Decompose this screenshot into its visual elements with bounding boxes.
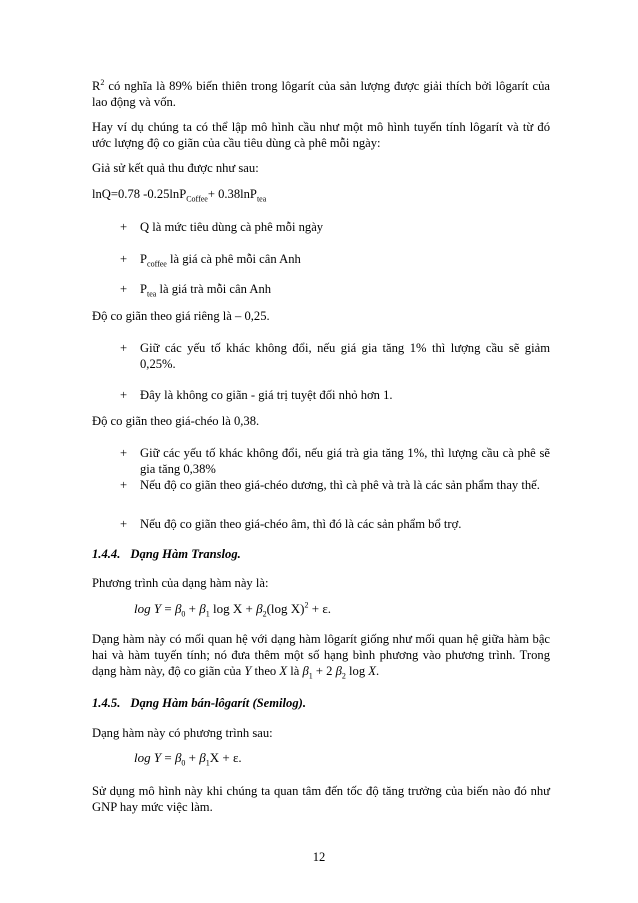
bullet-marker: + (120, 282, 128, 296)
paragraph-semilog-intro: Dạng hàm này có phương trình sau: (92, 726, 273, 740)
eq-equals: = (161, 750, 175, 765)
beta-symbol: β (302, 664, 309, 678)
section-number: 1.4.4. (92, 547, 121, 561)
beta-symbol: β (199, 750, 206, 765)
bullet-marker: + (120, 446, 128, 460)
paragraph-translog-intro: Phương trình của dạng hàm này là: (92, 576, 269, 590)
bullet-cross-3: Nếu độ co giãn theo giá-chéo âm, thì đó là các sản phẩm bổ trợ. (140, 517, 462, 531)
eq-lhs: log Y (134, 750, 162, 765)
r-superscript: 2 (100, 77, 105, 87)
p-symbol: P (140, 252, 148, 266)
bullet-marker: + (120, 517, 128, 531)
bullet-text: là giá cà phê mỗi cân Anh (166, 252, 301, 266)
beta-symbol: β (174, 601, 182, 616)
bullet-q: Q là mức tiêu dùng cà phê mỗi ngày (140, 220, 324, 234)
bullet-text: là giá trà mỗi cân Anh (156, 282, 272, 296)
r-squared-text: có nghĩa là 89% biến thiên trong lôgarít của sản lượng được giải thích bởi lôgarít của lao động và vốn. (92, 79, 550, 109)
paragraph-semilog-use: Sử dụng mô hình này khi chúng ta quan tâm đến tốc độ tăng trưởng của biến nào đó như GNP hay mức việc làm. (92, 784, 550, 814)
paragraph-r-squared (92, 78, 550, 110)
bullet-ptea (140, 281, 550, 297)
bullet-marker: + (120, 220, 128, 234)
bullet-marker: + (120, 478, 128, 492)
beta-subscript: 1 (205, 609, 210, 619)
eq-plus: + (185, 601, 200, 616)
text-run: Dạng hàm này có mối quan hệ với dạng hàm lôgarít giống như mối quan hệ giữa hàm bậc hai và hàm tuyến tính; nó đưa thêm một số hạng bình phương vào phương trình. Trong dạng hàm này, độ co giãn của (92, 632, 550, 678)
beta-subscript: 0 (181, 758, 186, 768)
eq-plus: + (185, 750, 200, 765)
paragraph-translog-desc (92, 631, 550, 679)
text-run: log (345, 664, 369, 678)
paragraph-own-elasticity: Độ co giãn theo giá riêng là – 0,25. (92, 309, 270, 323)
bullet-own-1: Giữ các yếu tố khác không đổi, nếu giá gia tăng 1% thì lượng cầu sẽ giảm 0,25%. (140, 341, 550, 371)
paragraph-assume: Giả sử kết quả thu được như sau: (92, 161, 259, 175)
paragraph-cross-elasticity: Độ co giãn theo giá-chéo là 0,38. (92, 414, 260, 428)
beta-symbol: β (256, 601, 263, 616)
page-number: 12 (312, 850, 326, 864)
bullet-pcoffee (140, 251, 550, 267)
section-title: Dạng Hàm Translog. (130, 547, 241, 561)
eq-power: 2 (304, 600, 309, 610)
beta-subscript: 0 (181, 609, 186, 619)
beta-symbol: β (335, 664, 342, 678)
model-equation (92, 186, 550, 202)
beta-symbol: β (199, 601, 206, 616)
bullet-own-2: Đây là không co giãn - giá trị tuyệt đối nhỏ hơn 1. (140, 388, 393, 402)
p-symbol: P (140, 282, 148, 296)
text-run: . (375, 664, 380, 678)
eq-term: log X + (209, 601, 257, 616)
beta-subscript: 2 (262, 609, 267, 619)
beta-subscript: 2 (341, 671, 346, 681)
text-run: + 2 (312, 664, 336, 678)
section-title: Dạng Hàm bán-lôgarít (Semilog). (130, 696, 306, 710)
beta-subscript: 1 (308, 671, 313, 681)
bullet-marker: + (120, 341, 128, 355)
var-y: Y (244, 664, 252, 678)
model-part-b: + 0.38lnP (207, 187, 257, 201)
semilog-equation (134, 749, 242, 767)
r-symbol: R (92, 79, 101, 93)
bullet-cross-2: Nếu độ co giãn theo giá-chéo dương, thì cà phê và trà là các sản phẩm thay thế. (140, 478, 540, 492)
section-heading-translog (92, 546, 241, 562)
section-number: 1.4.5. (92, 696, 121, 710)
p-subscript: coffee (147, 259, 167, 269)
model-sub-tea: tea (256, 194, 267, 204)
bullet-cross-1: Giữ các yếu tố khác không đổi, nếu giá trà gia tăng 1%, thì lượng cầu cà phê sẽ gia tăng 0,38% (140, 446, 550, 476)
translog-equation (134, 600, 331, 618)
paragraph-example: Hay ví dụ chúng ta có thể lập mô hình cầu như một mô hình tuyến tính lôgarít và từ đó ước lượng độ co giãn của cầu tiêu dùng cà phê mỗi ngày: (92, 120, 550, 150)
eq-term: X + ε. (209, 750, 242, 765)
section-heading-semilog (92, 695, 306, 711)
model-part-a: lnQ=0.78 -0.25lnP (92, 187, 187, 201)
eq-equals: = (161, 601, 175, 616)
beta-subscript: 1 (205, 758, 210, 768)
eq-term: + ε. (308, 601, 332, 616)
text-run: là (287, 664, 303, 678)
var-x: X (368, 664, 376, 678)
eq-lhs: log Y (134, 601, 162, 616)
text-run: theo (251, 664, 280, 678)
p-subscript: tea (147, 289, 157, 299)
var-x: X (279, 664, 288, 678)
eq-term: (log X) (266, 601, 305, 616)
bullet-marker: + (120, 388, 128, 402)
bullet-marker: + (120, 252, 128, 266)
model-sub-coffee: Coffee (186, 194, 208, 204)
beta-symbol: β (174, 750, 182, 765)
